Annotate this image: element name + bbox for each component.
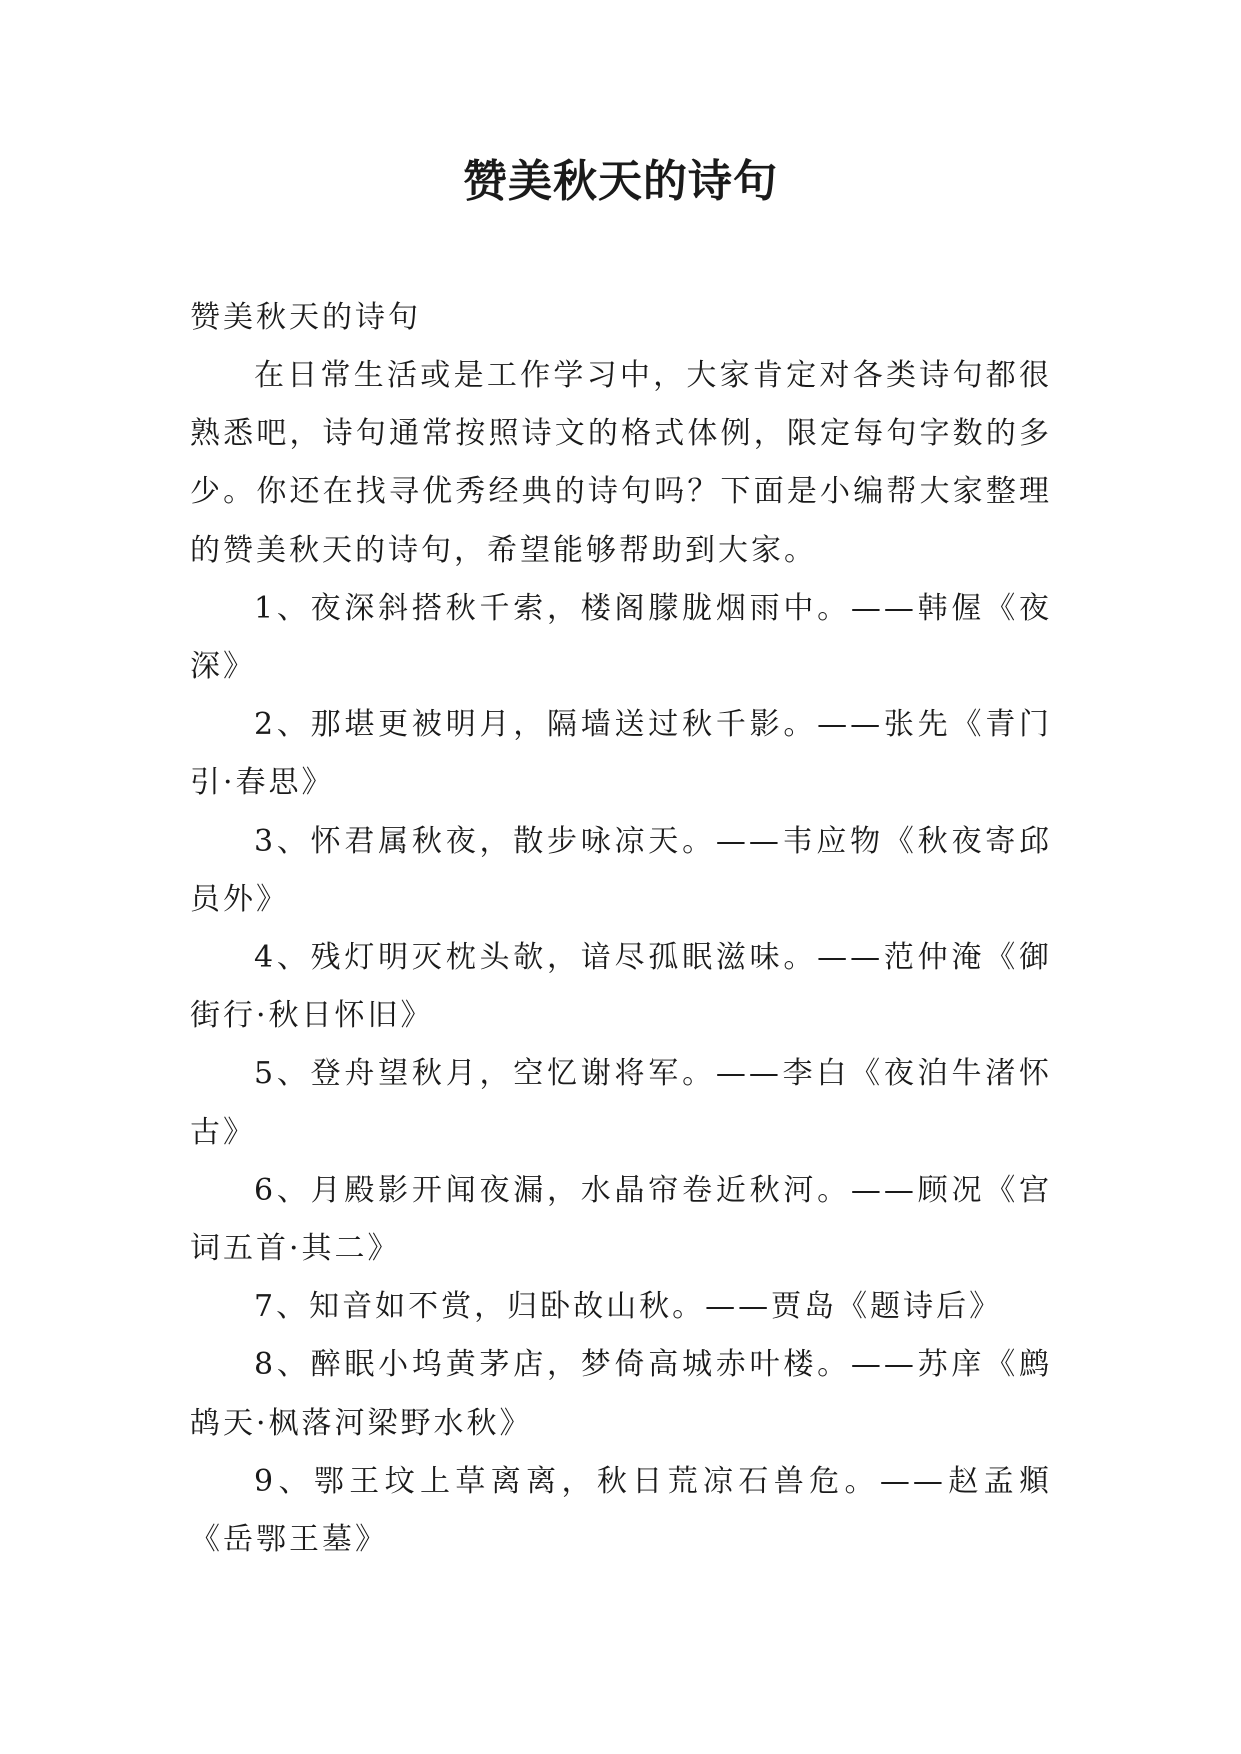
poem-line-7: 7、知音如不赏，归卧故山秋。——贾岛《题诗后》 [254,1289,1003,1325]
poem-line-5: 5、登舟望秋月，空忆谢将军。——李白《夜泊牛渚怀古》 [190,1056,1052,1150]
intro-paragraph: 在日常生活或是工作学习中，大家肯定对各类诗句都很熟悉吧，诗句通常按照诗文的格式体例，限定每句字数的多少。你还在找寻优秀经典的诗句吗？下面是小编帮大家整理的赞美秋天的诗句，希望能够帮助到大家。 [190,358,1052,568]
poem-line-9: 9、鄂王坟上草离离，秋日荒凉石兽危。——赵孟頫《岳鄂王墓》 [190,1463,1052,1558]
poem-line-2: 2、那堪更被明月，隔墙送过秋千影。——张先《青门引·春思》 [190,707,1052,801]
poem-line-8: 8、醉眠小坞黄茅店，梦倚高城赤叶楼。——苏庠《鹧鸪天·枫落河梁野水秋》 [190,1347,1052,1441]
document-subtitle: 赞美秋天的诗句 [190,300,421,335]
poem-line-1: 1、夜深斜搭秋千索，楼阁朦胧烟雨中。——韩偓《夜深》 [190,590,1052,685]
poem-line-3: 3、怀君属秋夜，散步咏凉天。——韦应物《秋夜寄邱员外》 [190,823,1052,917]
document-body [190,289,1052,1569]
poem-line-4: 4、残灯明灭枕头欹，谙尽孤眠滋味。——范仲淹《御街行·秋日怀旧》 [190,940,1052,1034]
document-title: 赞美秋天的诗句 [463,156,778,207]
poem-line-6: 6、月殿影开闻夜漏，水晶帘卷近秋河。——顾况《宫词五首·其二》 [190,1172,1052,1267]
